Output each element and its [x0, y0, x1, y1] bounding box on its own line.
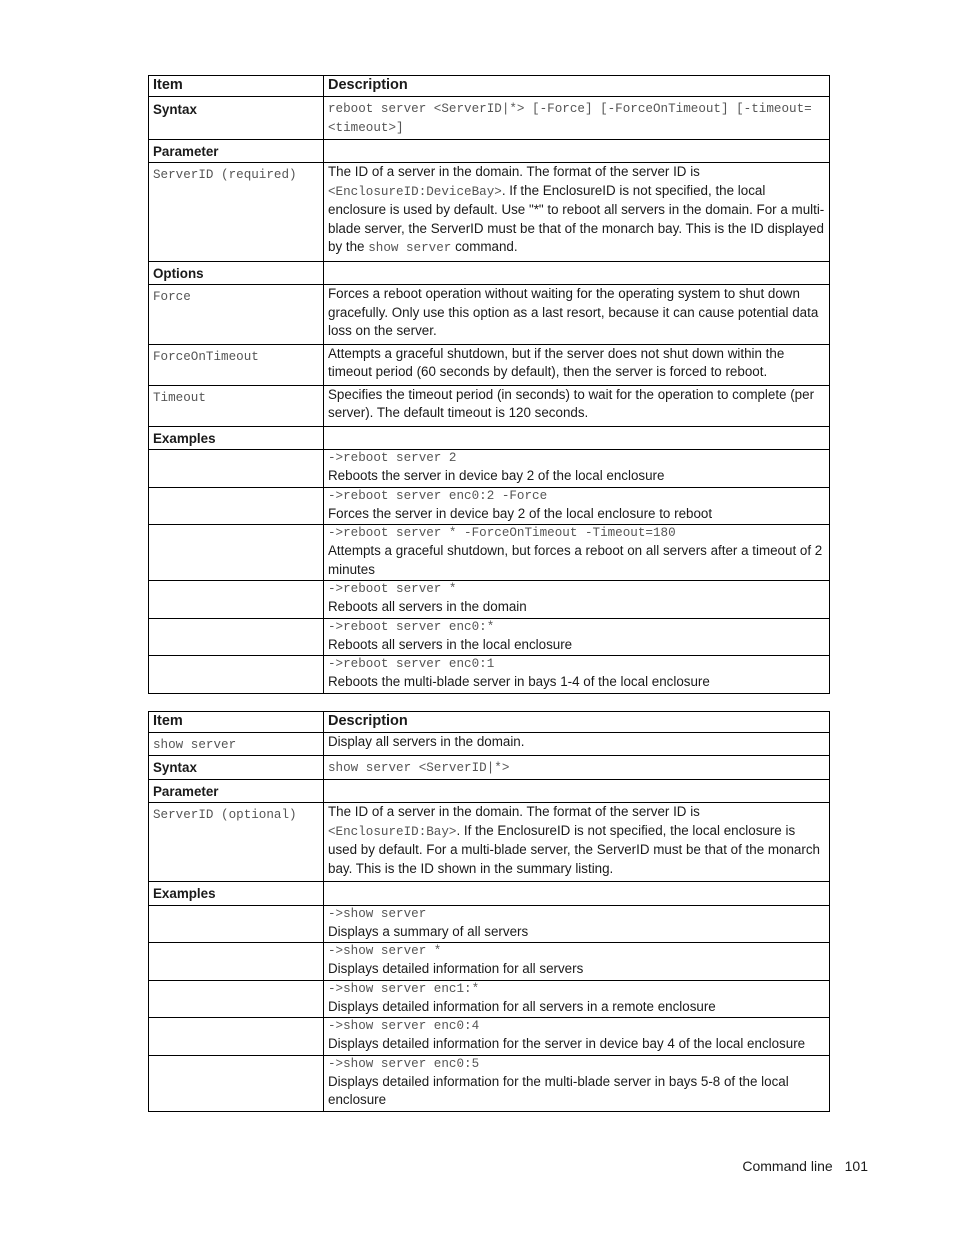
param-description: The ID of a server in the domain. The format of the server ID is <EnclosureID:Bay>. If the EnclosureID is not specified, the local enclosure is used by default. For a multi-blade server, the ServerID must be that of the monarch bay. This is the ID shown in the summary listing. — [324, 803, 830, 882]
item-header: Item — [149, 76, 324, 97]
description-header: Description — [324, 76, 830, 97]
example-code: ->reboot server enc0:1 — [328, 657, 495, 671]
command-description: Display all servers in the domain. — [324, 732, 830, 756]
example-code: ->show server * — [328, 944, 442, 958]
example-description: Displays detailed information for all servers in a remote enclosure — [328, 998, 716, 1014]
reboot-server-table — [148, 75, 830, 694]
syntax-text: reboot server <ServerID|*> [-Force] [-ForceOnTimeout] [-timeout=<timeout>] — [328, 101, 812, 135]
page-footer — [742, 1158, 868, 1174]
parameter-section-row — [149, 139, 830, 163]
option-row — [149, 385, 830, 426]
example-row — [149, 450, 830, 488]
example-description: Reboots the multi-blade server in bays 1-4 of the local enclosure — [328, 674, 710, 689]
param-name: ServerID (required) — [153, 168, 297, 182]
example-description: Attempts a graceful shutdown, but forces a reboot on all servers after a timeout of 2 minutes — [328, 543, 823, 577]
examples-label: Examples — [149, 882, 324, 906]
option-name: ForceOnTimeout — [153, 349, 259, 364]
example-description: Displays detailed information for the multi-blade server in bays 5-8 of the local enclosure — [328, 1073, 789, 1107]
syntax-row — [149, 756, 830, 780]
parameter-label: Parameter — [149, 139, 324, 163]
example-code: ->reboot server 2 — [328, 451, 457, 465]
options-section-row — [149, 261, 830, 285]
example-description: Displays detailed information for the server in device bay 4 of the local enclosure — [328, 1036, 806, 1051]
example-code: ->reboot server * -ForceOnTimeout -Timeout=180 — [328, 526, 676, 540]
example-row — [149, 905, 830, 943]
option-row — [149, 344, 830, 385]
example-description: Displays a summary of all servers — [328, 923, 529, 939]
table-header-row — [149, 76, 830, 97]
option-name: Timeout — [153, 390, 206, 405]
option-description: Specifies the timeout period (in seconds) to wait for the operation to complete (per server). The default timeout is 120 seconds. — [324, 385, 830, 426]
param-row — [149, 163, 830, 262]
example-row — [149, 1018, 830, 1056]
example-row — [149, 980, 830, 1018]
example-row — [149, 487, 830, 525]
example-code: ->show server — [328, 906, 427, 921]
option-row — [149, 285, 830, 345]
example-description: Reboots the server in device bay 2 of the local enclosure — [328, 468, 665, 483]
parameter-section-row — [149, 779, 830, 803]
example-code: ->reboot server enc0:2 -Force — [328, 488, 548, 503]
example-code: ->show server enc0:4 — [328, 1019, 480, 1033]
example-row — [149, 525, 830, 581]
example-row — [149, 618, 830, 656]
examples-label: Examples — [149, 426, 324, 450]
syntax-row — [149, 96, 830, 139]
parameter-label: Parameter — [149, 779, 324, 803]
example-description: Displays detailed information for all servers — [328, 961, 584, 976]
example-description: Forces the server in device bay 2 of the local enclosure to reboot — [328, 505, 713, 521]
options-label: Options — [149, 261, 324, 285]
description-header: Description — [324, 712, 830, 733]
item-header: Item — [149, 712, 324, 733]
command-row — [149, 732, 830, 756]
param-row — [149, 803, 830, 882]
example-code: ->show server enc0:5 — [328, 1056, 480, 1071]
syntax-text: show server <ServerID|*> — [328, 761, 510, 775]
example-row — [149, 656, 830, 694]
example-row — [149, 581, 830, 619]
example-code: ->show server enc1:* — [328, 981, 480, 996]
examples-section-row — [149, 882, 830, 906]
example-code: ->reboot server enc0:* — [328, 619, 495, 634]
page-number: 101 — [844, 1158, 868, 1174]
example-description: Reboots all servers in the domain — [328, 599, 527, 614]
example-row — [149, 943, 830, 981]
option-description: Attempts a graceful shutdown, but if the server does not shut down within the timeout period (60 seconds by default), then the server is forced to reboot. — [324, 344, 830, 385]
syntax-label: Syntax — [149, 96, 324, 139]
command-name: show server — [153, 737, 237, 752]
syntax-label: Syntax — [149, 756, 324, 780]
param-description: The ID of a server in the domain. The format of the server ID is <EnclosureID:DeviceBay>. If the EnclosureID is not specified, the local enclosure is used by default. Use "*" to reboot all servers in the domain. For a multi-blade server, the ServerID must be that of the monarch bay. This is the ID displayed by the show server command. — [324, 163, 830, 262]
option-description: Forces a reboot operation without waiting for the operating system to shut down gracefully. Only use this option as a last resort, because it can cause potential data loss on the server. — [324, 285, 830, 345]
table-header-row — [149, 712, 830, 733]
example-description: Reboots all servers in the local enclosure — [328, 636, 573, 652]
example-code: ->reboot server * — [328, 582, 457, 596]
param-name: ServerID (optional) — [153, 808, 297, 822]
option-name: Force — [153, 290, 191, 304]
footer-section: Command line — [742, 1158, 833, 1174]
show-server-table — [148, 711, 830, 1112]
examples-section-row — [149, 426, 830, 450]
example-row — [149, 1055, 830, 1111]
